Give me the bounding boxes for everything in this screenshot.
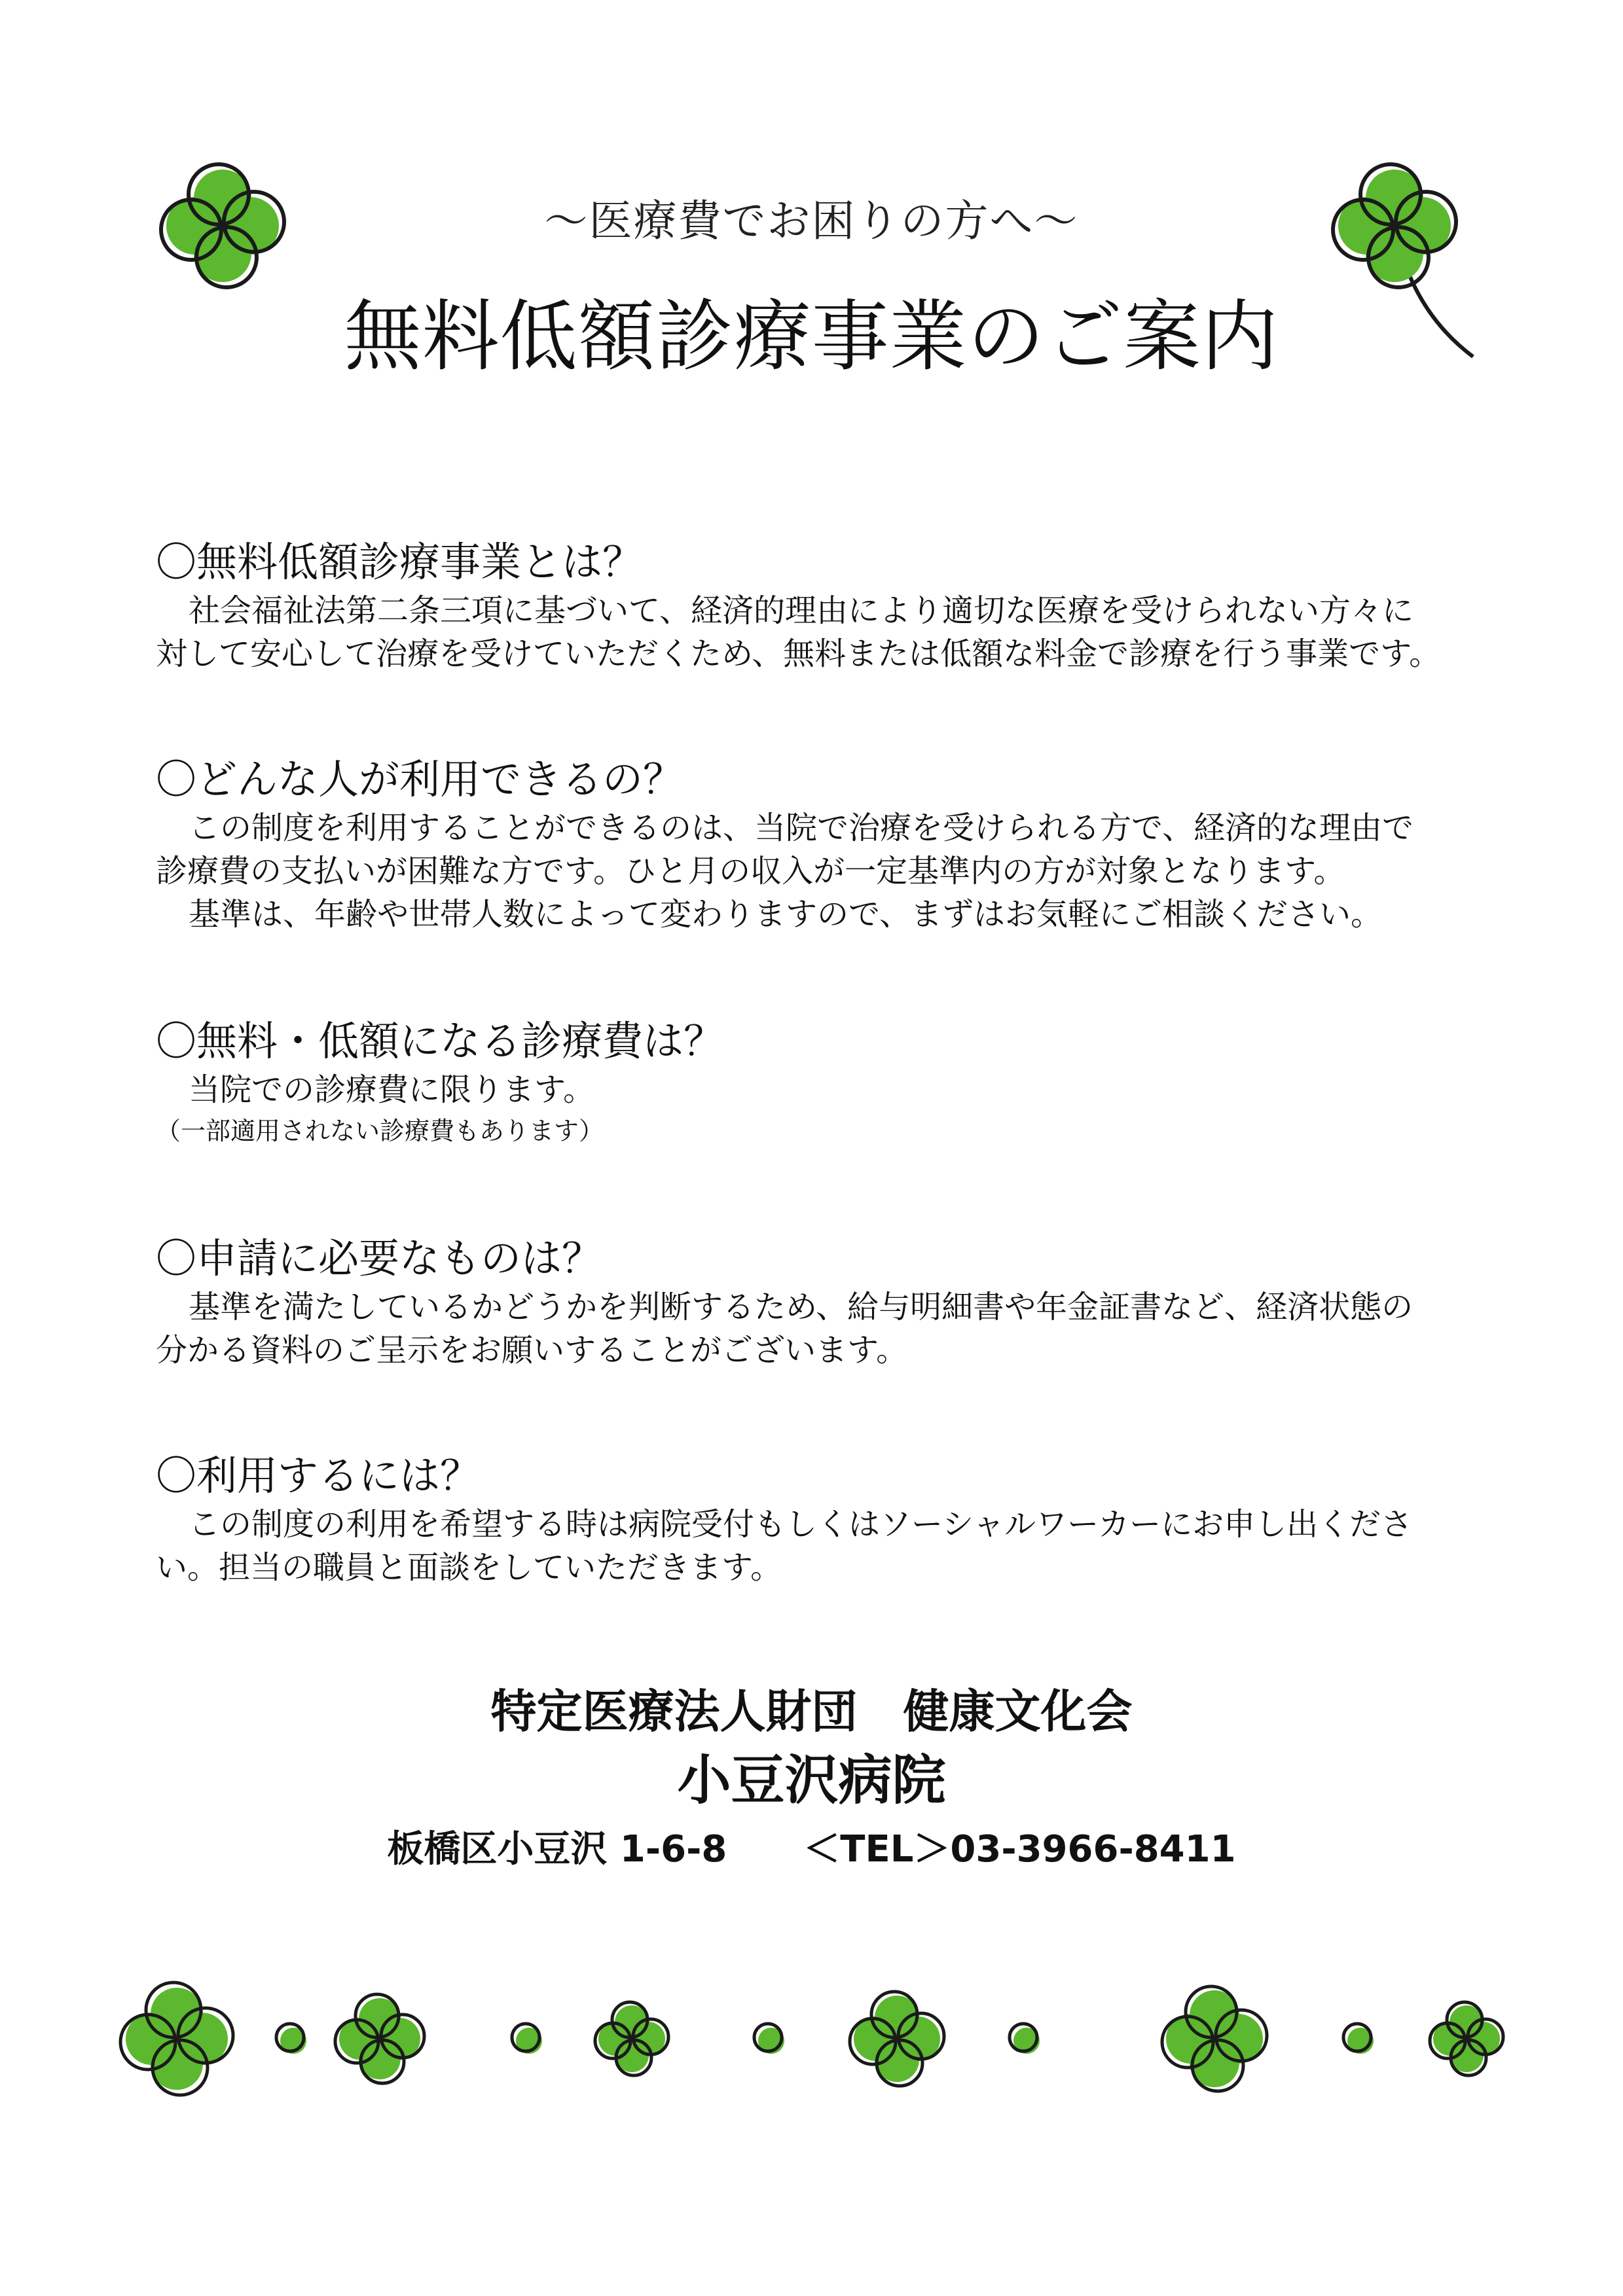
section-heading: 〇どんな人が利用できるの？ (156, 755, 684, 803)
body-line: 当院での診療費に限ります。 (189, 1071, 595, 1108)
clover-icon (841, 1983, 953, 2094)
section-requirements (156, 1232, 1472, 1372)
organization-name: 特定医療法人財団 健康文化会 (490, 1685, 1133, 1738)
clover-icon (1424, 1996, 1509, 2081)
section-heading: 〇無料低額診療事業とは？ (156, 538, 644, 586)
section-heading: 〇無料・低額になる診療費は？ (156, 1017, 725, 1065)
section-body (156, 1285, 1472, 1372)
section-heading: 〇申請に必要なものは？ (156, 1234, 603, 1282)
clover-icon (589, 1996, 674, 2081)
body-line: 基準を満たしているかどうかを判断するため、給与明細書や年金証書など、経済状態の (189, 1289, 1413, 1325)
section-body (156, 1503, 1472, 1589)
page-title: 無料低額診療事業のご案内 (344, 291, 1279, 382)
dot-icon (507, 2019, 547, 2058)
section-body (156, 806, 1472, 936)
body-note: （一部適用されない診療費もあります） (156, 1117, 604, 1145)
section-about (156, 535, 1472, 675)
body-line: 分かる資料のご呈示をお願いすることがございます。 (156, 1332, 908, 1369)
dot-icon (1339, 2019, 1378, 2058)
section-heading: 〇利用するには？ (156, 1452, 481, 1499)
section-body (156, 1068, 1472, 1151)
body-line: い。担当の職員と面談をしていただきます。 (156, 1549, 782, 1586)
section-covered-fees (156, 1014, 1472, 1151)
body-line: 診療費の支払いが困難な方です。ひと月の収入が一定基準内の方が対象となります。 (156, 853, 1345, 889)
section-body (156, 589, 1472, 675)
body-line: この制度を利用することができるのは、当院で治療を受けられる方で、経済的な理由で (189, 810, 1414, 846)
section-eligibility (156, 753, 1472, 936)
clover-icon (1152, 1977, 1277, 2101)
section-how-to-use (156, 1449, 1472, 1589)
dot-icon (1005, 2019, 1044, 2058)
hospital-name: 小豆沢病院 (677, 1749, 946, 1812)
dot-icon (272, 2019, 311, 2058)
dot-icon (750, 2019, 789, 2058)
body-line: 基準は、年齢や世帯人数によって変わりますので、まずはお気軽にご相談ください。 (189, 896, 1383, 933)
body-line: 社会福祉法第二条三項に基づいて、経済的理由により適切な医療を受けられない方々に (189, 592, 1414, 629)
subtitle: 〜医療費でお困りの方へ〜 (544, 196, 1079, 246)
body-line: この制度の利用を希望する時は病院受付もしくはソーシャルワーカーにお申し出くださ (189, 1506, 1413, 1543)
address: 板橋区小豆沢 1-6-8 (387, 1828, 727, 1871)
body-line: 対して安心して治療を受けていただくため、無料または低額な料金で診療を行う事業です。 (156, 636, 1441, 672)
phone-number: ＜TEL＞03-3966-8411 (803, 1828, 1236, 1871)
clover-icon (327, 1986, 432, 2091)
contact-line (0, 1828, 1623, 1871)
clover-icon (111, 1973, 242, 2104)
